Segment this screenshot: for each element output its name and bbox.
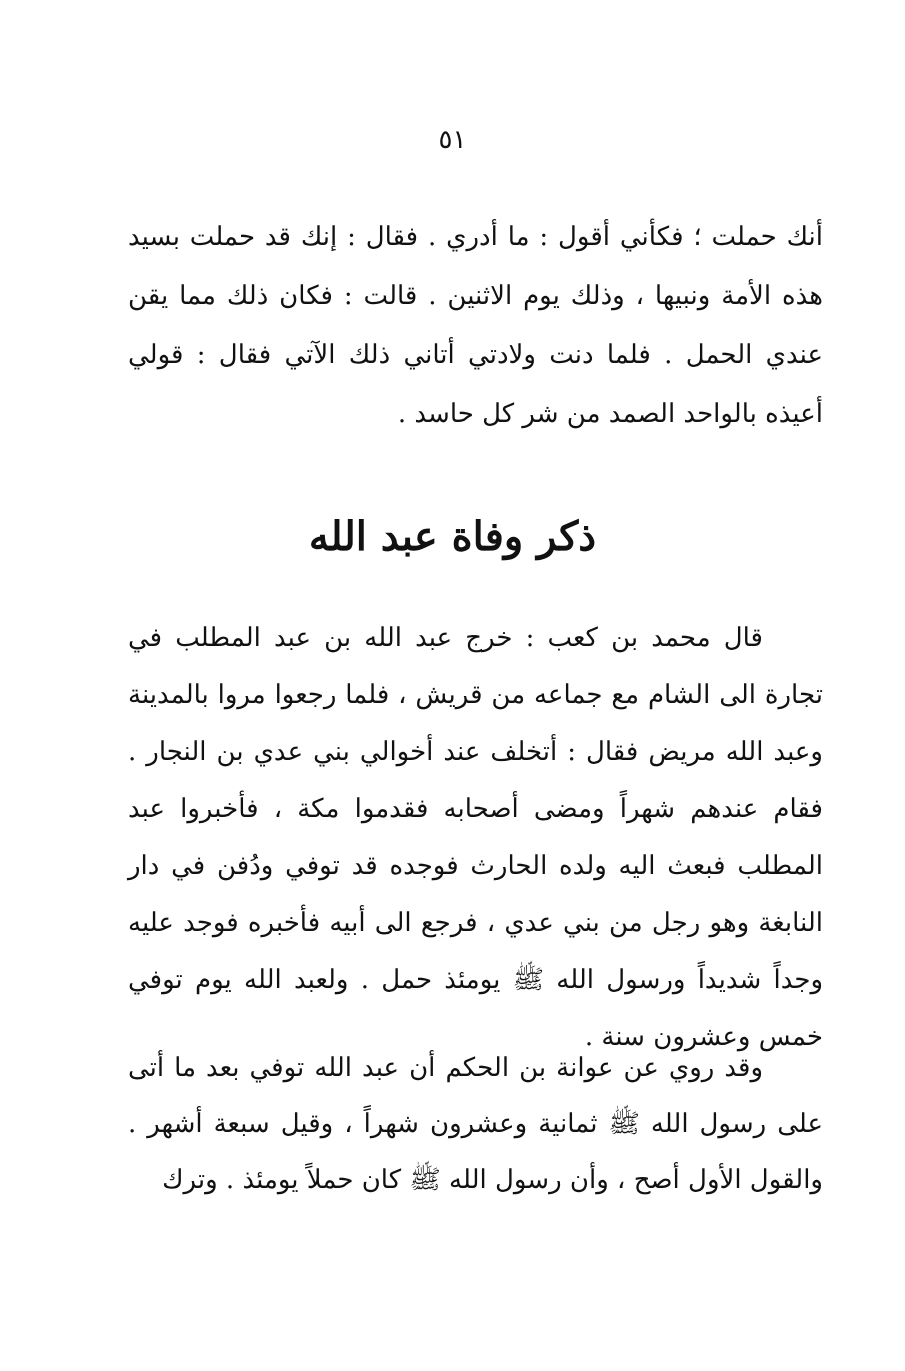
paragraph-text: وقد روي عن عوانة بن الحكم أن عبد الله توفي بعد ما أتى على رسول الله ﷺ ثمانية وعشرون شهراً ، وقيل سبعة أشهر . والقول الأول أصح ، وأن رسول الله ﷺ كان حملاً يومئذ . وترك [128, 1053, 823, 1195]
page-number: ٥١ [438, 125, 467, 155]
paragraph-death-of-abdullah [128, 610, 823, 1066]
section-heading: ذكر وفاة عبد الله [308, 513, 597, 560]
paragraph-continuation: أنك حملت ؛ فكأني أقول : ما أدري . فقال : إنك قد حملت بسيد هذه الأمة ونبيها ، وذلك يوم الاثنين . قالت : فكان ذلك مما يقن عندي الحمل . فلما دنت ولادتي أتاني ذلك الآتي فقال : قولي أعيذه بالواحد الصمد من شر كل حاسد . [128, 222, 823, 429]
paragraph-text: قال محمد بن كعب : خرج عبد الله بن عبد المطلب في تجارة الى الشام مع جماعه من قريش ، فلما رجعوا مروا بالمدينة وعبد الله مريض فقال : أتخلف عند أخوالي بني عدي بن النجار . فقام عندهم شهراً ومضى أصحابه فقدموا مكة ، فأخبروا عبد المطلب فبعث اليه ولده الحارث فوجده قد توفي ودُفن في دار النابغة وهو رجل من بني عدي ، فرجع الى أبيه فأخبره فوجد عليه وجداً شديداً ورسول الله ﷺ يومئذ حمل . ولعبد الله يوم توفي خمس وعشرون سنة . [128, 623, 823, 1052]
paragraph-awana-narration [128, 1040, 823, 1208]
